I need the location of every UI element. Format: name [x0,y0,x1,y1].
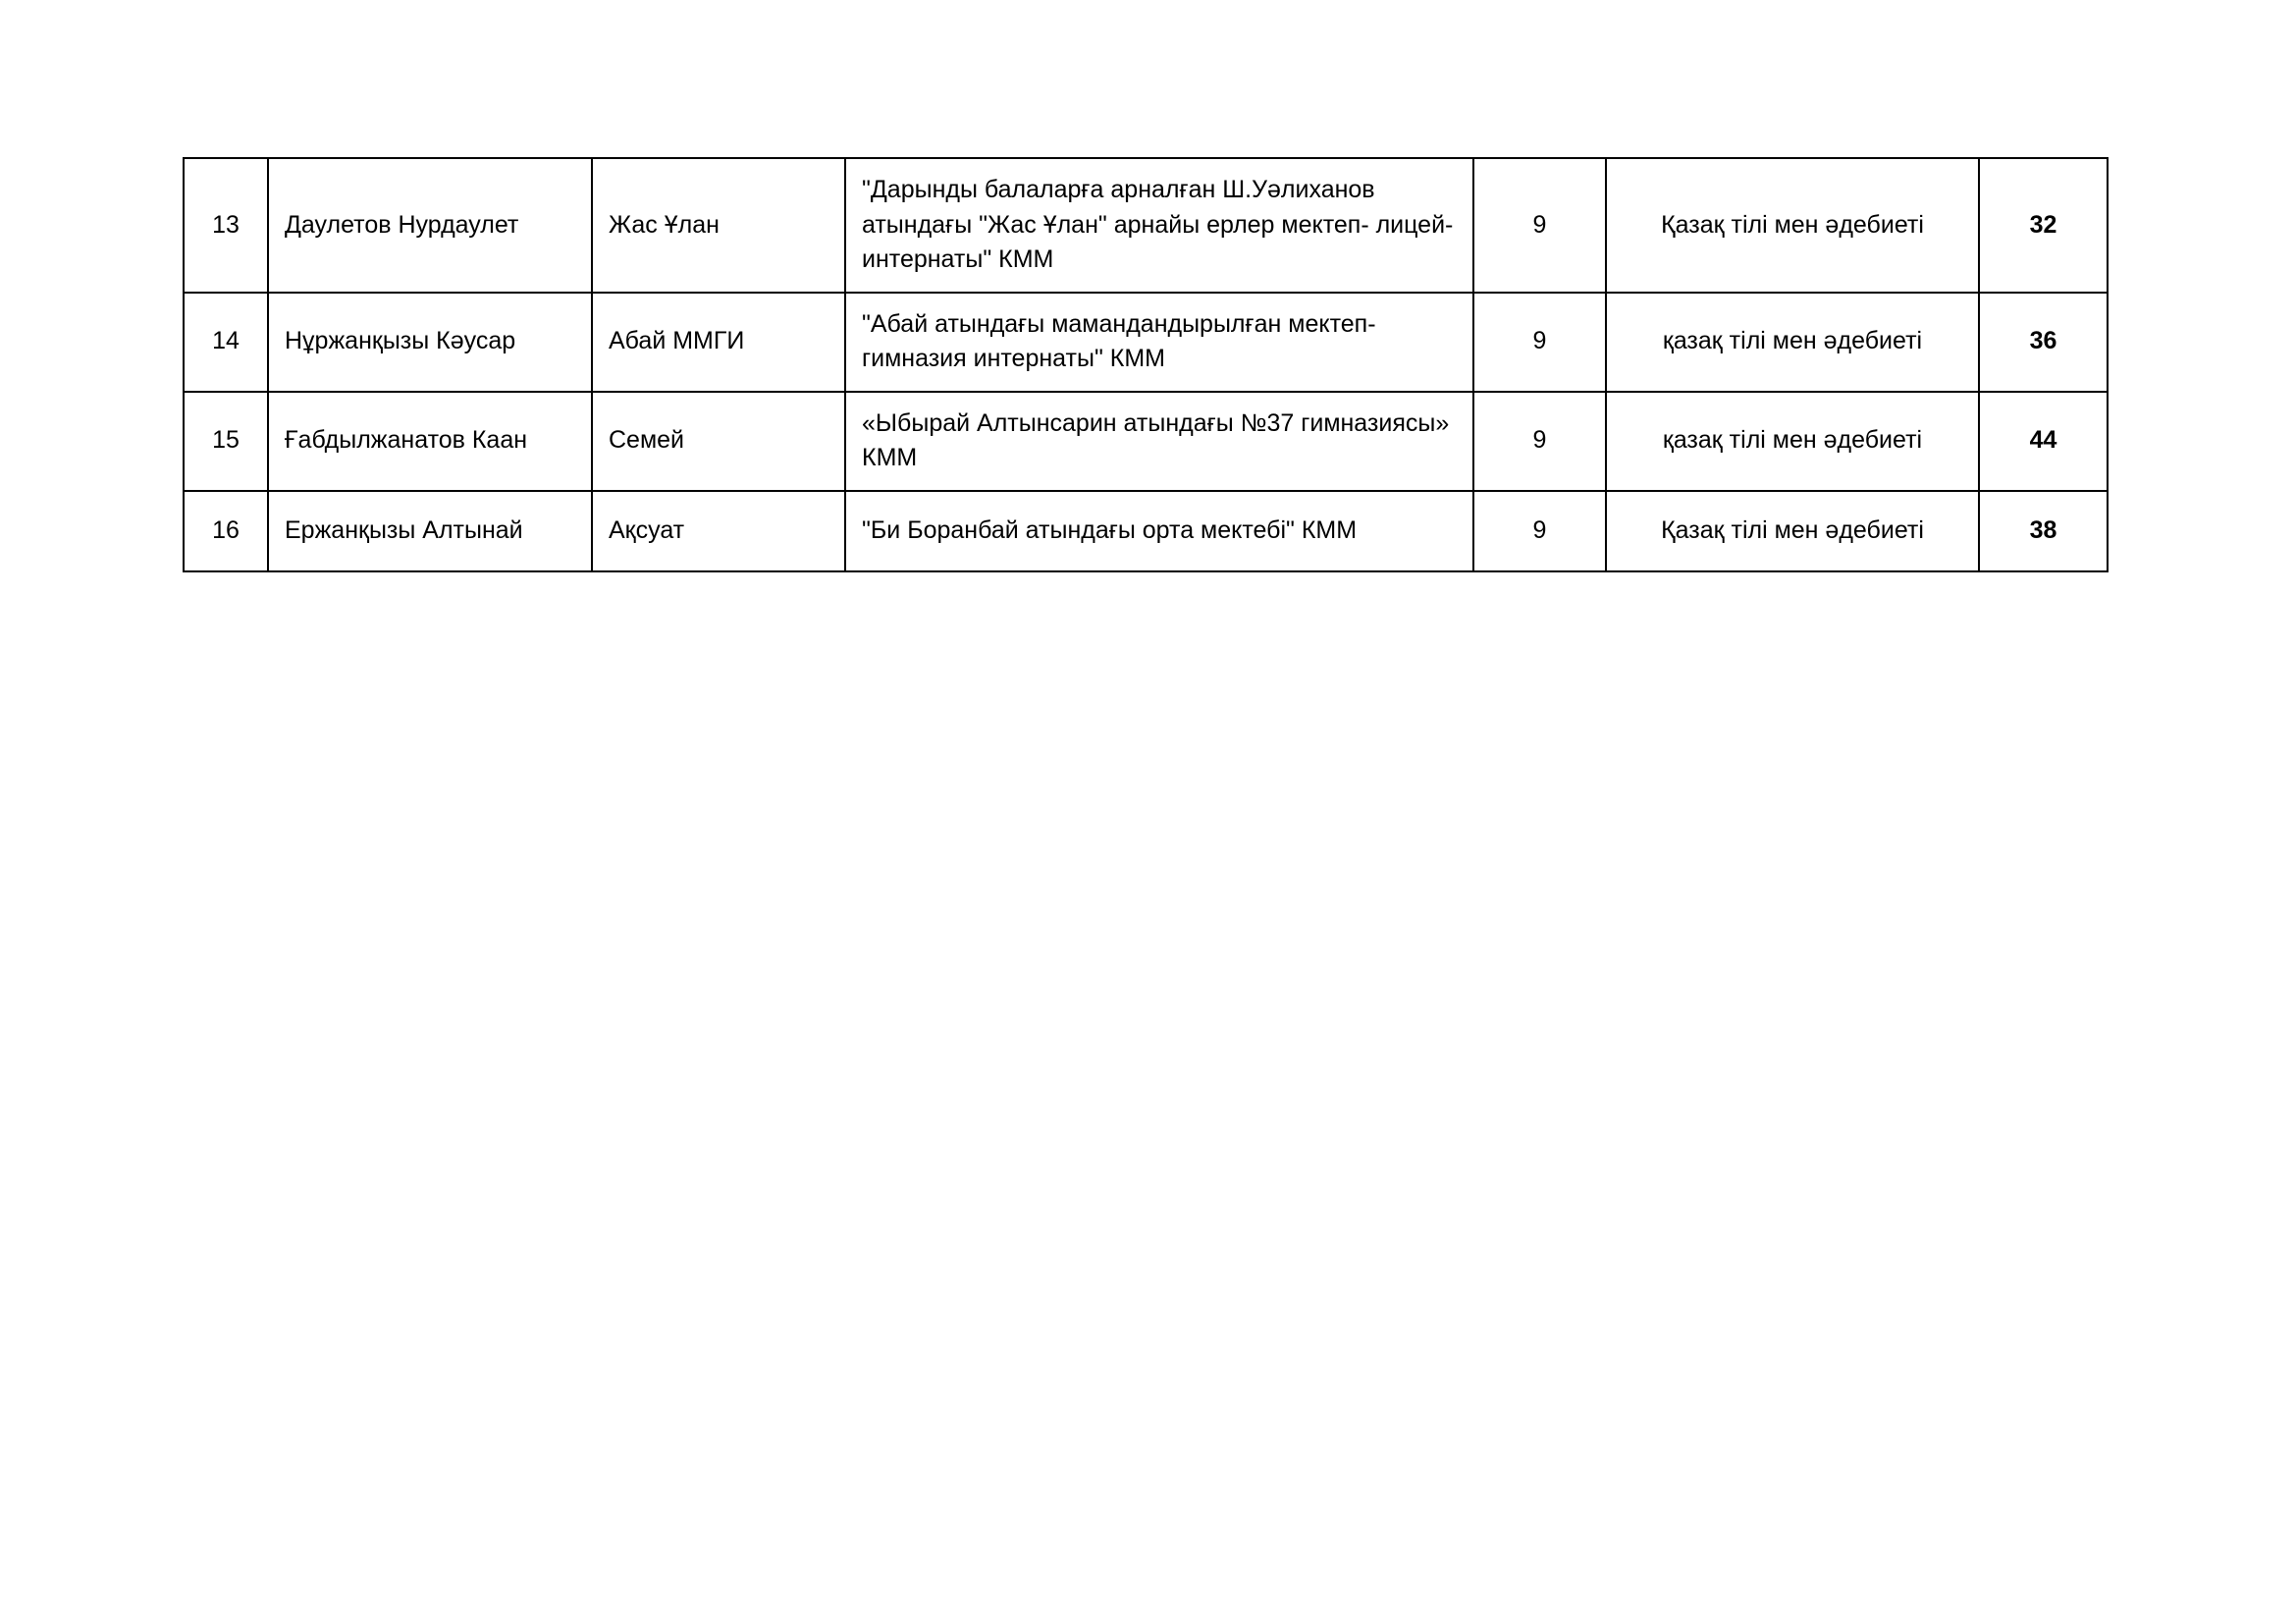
participant-school: «Ыбырай Алтынсарин атындағы №37 гимназиясы» КММ [845,392,1473,491]
participant-subject: Қазақ тілі мен әдебиеті [1606,158,1979,293]
row-number: 15 [184,392,268,491]
participant-class: 9 [1473,392,1606,491]
participant-region: Ақсуат [592,491,845,571]
participant-region: Абай ММГИ [592,293,845,392]
participant-subject: қазақ тілі мен әдебиеті [1606,293,1979,392]
participant-name: Даулетов Нурдаулет [268,158,592,293]
participant-class: 9 [1473,491,1606,571]
results-table-container [183,157,2107,572]
participant-school: "Би Боранбай атындағы орта мектебі" КММ [845,491,1473,571]
participant-region: Семей [592,392,845,491]
row-number: 16 [184,491,268,571]
participant-score: 32 [1979,158,2108,293]
participant-score: 38 [1979,491,2108,571]
participant-name: Нұржанқызы Кәусар [268,293,592,392]
participant-school: "Дарынды балаларға арналған Ш.Уәлиханов атындағы "Жас Ұлан" арнайы ерлер мектеп- лицей-интернаты" КММ [845,158,1473,293]
row-number: 14 [184,293,268,392]
table-row [184,293,2108,392]
table-row [184,392,2108,491]
table-row [184,491,2108,571]
participant-class: 9 [1473,293,1606,392]
results-table [183,157,2109,572]
participant-school: "Абай атындағы мамандандырылған мектеп-гимназия интернаты" КММ [845,293,1473,392]
participant-subject: Қазақ тілі мен әдебиеті [1606,491,1979,571]
participant-region: Жас Ұлан [592,158,845,293]
participant-score: 44 [1979,392,2108,491]
participant-score: 36 [1979,293,2108,392]
participant-class: 9 [1473,158,1606,293]
table-row [184,158,2108,293]
participant-name: Ғабдылжанатов Каан [268,392,592,491]
participant-subject: қазақ тілі мен әдебиеті [1606,392,1979,491]
participant-name: Ержанқызы Алтынай [268,491,592,571]
row-number: 13 [184,158,268,293]
